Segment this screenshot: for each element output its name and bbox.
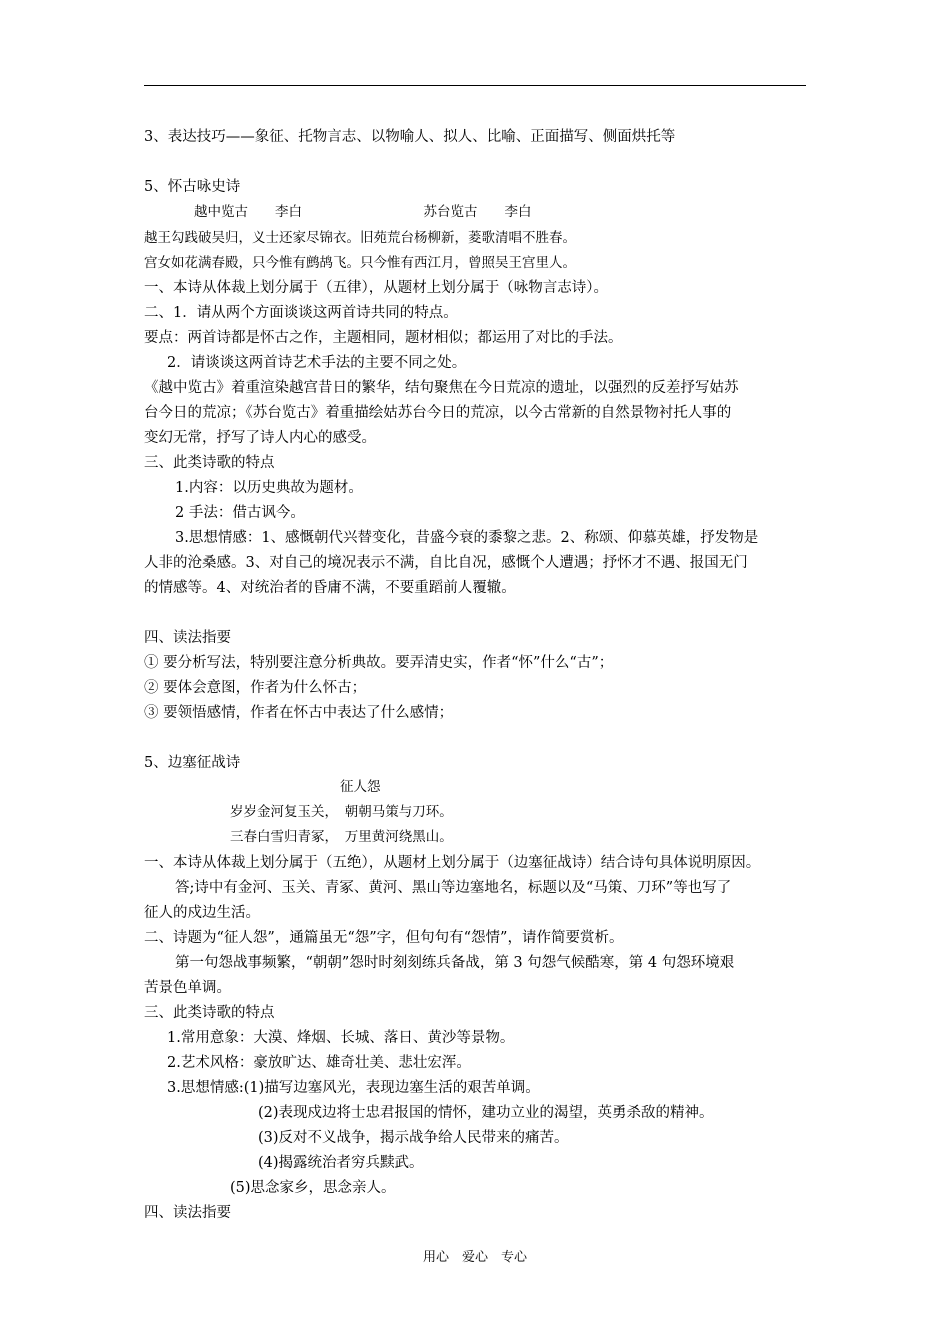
section-heading: 三、此类诗歌的特点: [144, 1005, 275, 1021]
text-line: 变幻无常，抒写了诗人内心的感受。: [144, 430, 376, 446]
text-line: 一、本诗从体裁上划分属于（五绝），从题材上划分属于（边塞征战诗）结合诗句具体说明原因。: [144, 855, 761, 871]
text-line: (3)反对不义战争，揭示战争给人民带来的痛苦。: [258, 1130, 569, 1146]
text-line: 人非的沧桑感。3、对自己的境况表示不满，自比自况，感慨个人遭遇；抒怀才不遇、报国无门: [144, 555, 748, 571]
text-line: 二、诗题为“征人怨”，通篇虽无“怨”字，但句句有“怨情”，请作简要赏析。: [144, 930, 624, 946]
text-line: 《越中览古》着重渲染越宫昔日的繁华，结句聚焦在今日荒凉的遗址，以强烈的反差抒写姑苏: [144, 380, 739, 396]
text-line: 的情感等。4、对统治者的昏庸不满，不要重蹈前人覆辙。: [144, 580, 516, 596]
list-item: ③ 要领悟感情，作者在怀古中表达了什么感情；: [144, 705, 454, 721]
text-line: 3、表达技巧——象征、托物言志、以物喻人、拟人、比喻、正面描写、侧面烘托等: [144, 129, 676, 145]
text-line: 一、本诗从体裁上划分属于（五律），从题材上划分属于（咏物言志诗）。: [144, 280, 608, 296]
text-line: 1.内容：以历史典故为题材。: [175, 480, 363, 496]
text-line: 台今日的荒凉；《苏台览古》着重描绘姑苏台今日的荒凉，以今古常新的自然景物衬托人事的: [144, 405, 732, 421]
text-line: 征人的戍边生活。: [144, 905, 260, 921]
poem-line: 三春白雪归青冢， 万里黄河绕黑山。: [230, 829, 453, 845]
list-item: ① 要分析写法，特别要注意分析典故。要弄清史实，作者“怀”什么“古”；: [144, 655, 614, 671]
poem-title: 征人怨: [340, 779, 381, 795]
header-rule: [144, 85, 806, 86]
list-item: ② 要体会意图，作者为什么怀古；: [144, 680, 367, 696]
section-heading: 四、读法指要: [144, 630, 231, 646]
text-line: 1.常用意象：大漠、烽烟、长城、落日、黄沙等景物。: [167, 1030, 515, 1046]
text-line: (2)表现戍边将士忠君报国的情怀，建功立业的渴望，英勇杀敌的精神。: [258, 1105, 714, 1121]
poem-line: 岁岁金河复玉关， 朝朝马策与刀环。: [230, 804, 453, 820]
text-line: 2．请谈谈这两首诗艺术手法的主要不同之处。: [167, 355, 467, 371]
text-line: (5)思念家乡，思念亲人。: [230, 1180, 396, 1196]
text-line: 3.思想情感：1、感慨朝代兴替变化，昔盛今衰的黍黎之悲。2、称颂、仰慕英雄，抒发物是: [175, 530, 759, 546]
text-line: (4)揭露统治者穷兵黩武。: [258, 1155, 424, 1171]
text-line: 3.思想情感:(1)描写边塞风光，表现边塞生活的艰苦单调。: [167, 1080, 540, 1096]
text-line: 2 手法：借古讽今。: [175, 505, 305, 521]
section-heading: 三、此类诗歌的特点: [144, 455, 275, 471]
text-line: 二、1．请从两个方面谈谈这两首诗共同的特点。: [144, 305, 458, 321]
section-heading: 5、边塞征战诗: [144, 755, 241, 771]
text-line: 答;诗中有金河、玉关、青冢、黄河、黑山等边塞地名，标题以及“马策、刀环”等也写了: [175, 880, 732, 896]
poem-line: 宫女如花满春殿，只今惟有鹧鸪飞。只今惟有西江月，曾照吴王宫里人。: [144, 255, 576, 271]
poem-line: 越王勾践破吴归，义士还家尽锦衣。旧苑荒台杨柳新，菱歌清唱不胜春。: [144, 230, 576, 246]
text-line: 苦景色单调。: [144, 980, 231, 996]
text-line: 要点：两首诗都是怀古之作，主题相同，题材相似；都运用了对比的手法。: [144, 330, 623, 346]
text-line: 2.艺术风格：豪放旷达、雄奇壮美、悲壮宏浑。: [167, 1055, 471, 1071]
page-footer: 用心 爱心 专心: [422, 1250, 527, 1265]
section-heading: 5、怀古咏史诗: [144, 179, 241, 195]
text-line: 第一句怨战事频繁，“朝朝”怨时时刻刻练兵备战，第 3 句怨气候酷寒，第 4 句怨环境艰: [175, 955, 735, 971]
section-heading: 四、读法指要: [144, 1205, 231, 1221]
poem-titles: 越中览古 李白 苏台览古 李白: [194, 204, 532, 220]
